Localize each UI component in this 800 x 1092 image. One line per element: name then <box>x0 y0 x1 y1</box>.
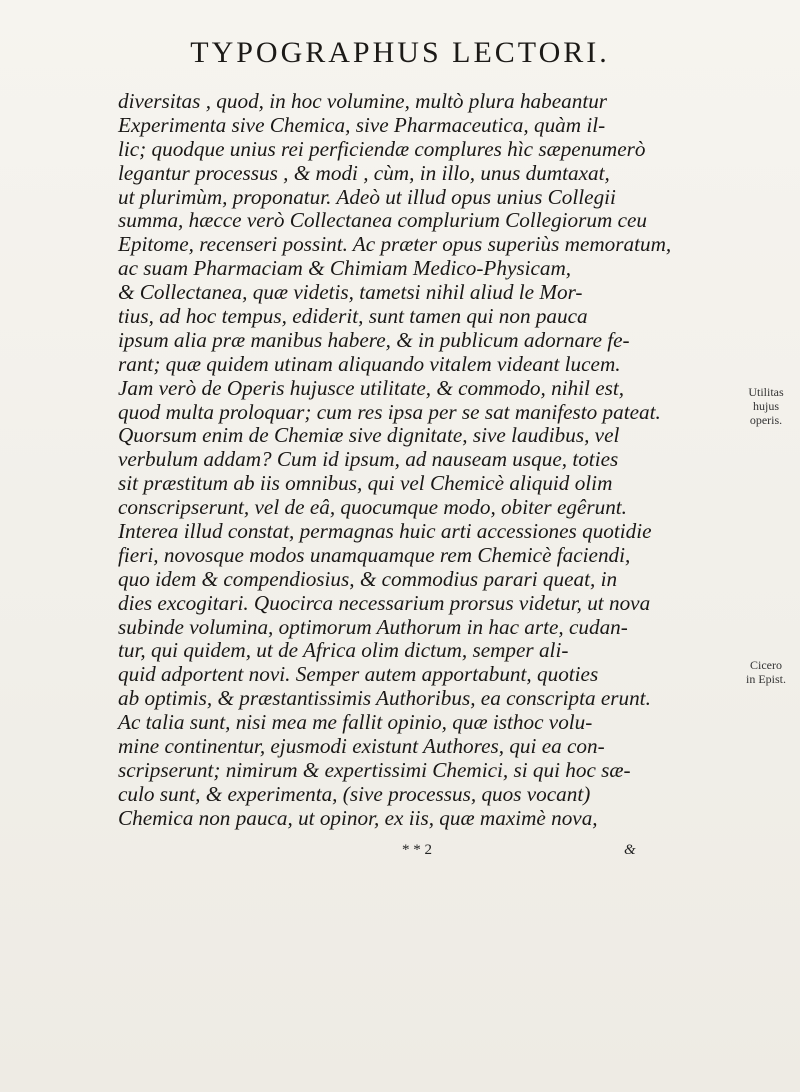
text-line: Chemica non pauca, ut opinor, ex iis, quæ maximè nova, <box>118 805 598 830</box>
margin-note-line: Cicero <box>750 658 782 672</box>
text-line: lic; quodque unius rei perficiendæ complures hìc sæpenumerò <box>118 136 646 161</box>
body-text <box>118 90 718 831</box>
text-line: Interea illud constat, permagnas huic arti accessiones quotidie <box>118 519 652 544</box>
signature-mark: * * 2 <box>402 842 432 858</box>
page-title: TYPOGRAPHUS LECTORI. <box>190 36 610 69</box>
text-line: quid adportent novi. Semper autem apportabunt, quoties <box>118 662 599 687</box>
text-line: sit præstitum ab iis omnibus, qui vel Chemicè aliquid olim <box>118 471 613 496</box>
text-line: ac suam Pharmaciam & Chimiam Medico-Physicam, <box>118 256 572 281</box>
text-line: Experimenta sive Chemica, sive Pharmaceutica, quàm il- <box>118 112 606 137</box>
margin-note-line: Utilitas <box>748 385 784 399</box>
text-line: mine continentur, ejusmodi existunt Authores, qui ea con- <box>118 734 605 759</box>
text-line: subinde volumina, optimorum Authorum in hac arte, cudan- <box>118 614 628 639</box>
text-line: dies excogitari. Quocirca necessarium prorsus videtur, ut nova <box>118 590 651 615</box>
text-line: quod multa proloquar; cum res ipsa per se sat manifesto pateat. <box>118 399 661 424</box>
text-line: quo idem & compendiosius, & commodius parari queat, in <box>118 566 618 591</box>
text-line: tur, qui quidem, ut de Africa olim dictum, semper ali- <box>118 638 569 663</box>
text-line: fieri, novosque modos unamquamque rem Chemicè faciendi, <box>118 542 631 567</box>
text-line: Jam verò de Operis hujusce utilitate, & commodo, nihil est, <box>118 375 625 400</box>
text-line: diversitas , quod, in hoc volumine, multò plura habeantur <box>118 89 608 113</box>
catchword: & <box>624 842 636 858</box>
text-line: Ac talia sunt, nisi mea me fallit opinio, quæ isthoc volu- <box>118 710 593 735</box>
margin-note-line: hujus <box>752 399 779 413</box>
text-line: rant; quæ quidem utinam aliquando vitalem videant lucem. <box>118 351 621 376</box>
text-line: tius, ad hoc tempus, ediderit, sunt tamen qui non pauca <box>118 304 588 329</box>
margin-note-line: in Epist. <box>745 672 786 686</box>
text-line: ab optimis, & præstantissimis Authoribus, ea conscripta erunt. <box>118 686 651 711</box>
margin-note-utility <box>737 385 795 427</box>
margin-note-citation <box>737 658 795 686</box>
text-line: ut plurimùm, proponatur. Adeò ut illud opus unius Collegii <box>118 184 616 209</box>
text-line: Epitome, recenseri possint. Ac præter opus superiùs memoratum, <box>118 232 672 257</box>
text-line: & Collectanea, quæ videtis, tametsi nihil aliud le Mor- <box>118 280 583 305</box>
text-line: summa, hæcce verò Collectanea complurium Collegiorum ceu <box>118 208 647 233</box>
text-line: culo sunt, & experimenta, (sive processus, quos vocant) <box>118 781 591 806</box>
text-line: ipsum alia præ manibus habere, & in publicum adornare fe- <box>118 327 630 352</box>
margin-note-line: operis. <box>749 413 783 427</box>
text-line: scripserunt; nimirum & expertissimi Chemici, si qui hoc sæ- <box>118 757 631 782</box>
text-line: verbulum addam? Cum id ipsum, ad nauseam usque, toties <box>118 447 619 472</box>
text-line: legantur processus , & modi , cùm, in illo, unus dumtaxat, <box>118 160 610 185</box>
text-line: conscripserunt, vel de eâ, quocumque modo, obiter egêrunt. <box>118 495 627 520</box>
text-line: Quorsum enim de Chemiæ sive dignitate, sive laudibus, vel <box>118 423 620 448</box>
